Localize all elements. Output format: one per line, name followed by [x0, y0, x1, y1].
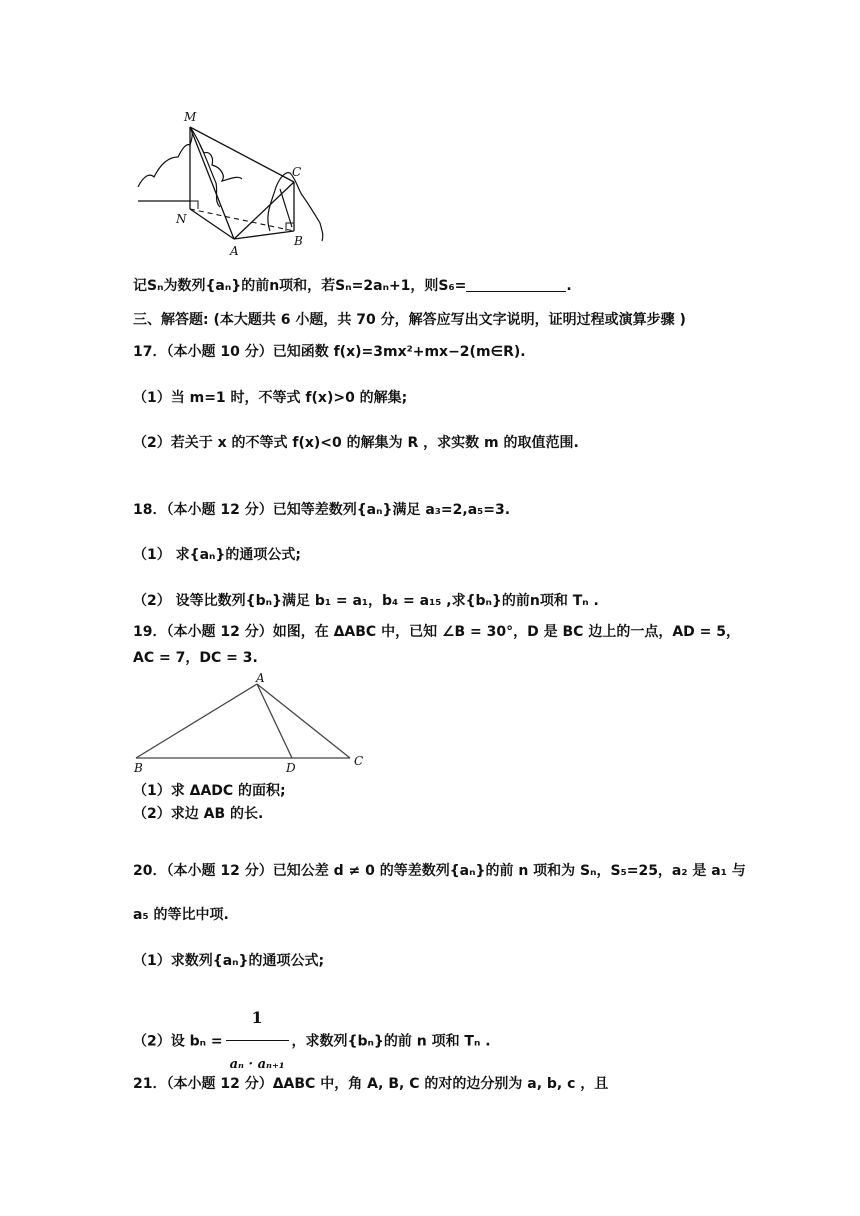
- triangle-abc-figure: [130, 670, 380, 778]
- label-D: D: [286, 761, 296, 775]
- problem-18-head: 18．（本小题 12 分）已知等差数列{aₙ}满足 a₃=2,a₅=3.: [133, 502, 511, 518]
- answer-blank: [466, 277, 566, 292]
- q16-end: .: [566, 278, 572, 294]
- label-A: A: [256, 671, 265, 685]
- label-C: C: [292, 165, 302, 179]
- problem-18-part2: （2） 设等比数列{bₙ}满足 b₁ = a₁，b₄ = a₁₅ ,求{bₙ}的前n项和 Tₙ .: [133, 593, 599, 609]
- problem-20-head2: a₅ 的等比中项.: [133, 907, 229, 923]
- fraction-numerator: 1: [251, 1008, 263, 1027]
- mountain-triangle-figure: [130, 105, 340, 265]
- label-M: M: [184, 110, 197, 124]
- problem-16: [133, 276, 572, 296]
- label-N: N: [176, 212, 187, 226]
- q20-p2b: ，求数列{bₙ}的前 n 项和 Tₙ .: [291, 1033, 491, 1050]
- label-C: C: [354, 754, 364, 768]
- problem-17-head: 17．（本小题 10 分）已知函数 f(x)=3mx²+mx−2(m∈R).: [133, 344, 526, 360]
- label-B: B: [134, 761, 143, 775]
- q16-text: 记Sₙ为数列{aₙ}的前n项和，若Sₙ=2aₙ+1，则S₆=: [133, 278, 467, 294]
- fraction-denominator: aₙ · aₙ₊₁: [226, 1040, 289, 1087]
- problem-20-part1: （1）求数列{aₙ}的通项公式;: [133, 953, 325, 969]
- section-heading: 三、解答题: (本大题共 6 小题，共 70 分，解答应写出文字说明，证明过程或演算步骤 ): [133, 312, 686, 328]
- problem-19-head: 19．（本小题 12 分）如图，在 ΔABC 中，已知 ∠B = 30°，D 是 BC 边上的一点，AD = 5，: [133, 624, 740, 640]
- problem-19-part1: （1）求 ΔADC 的面积;: [133, 783, 286, 799]
- label-A: A: [230, 244, 239, 258]
- problem-17-part2: （2）若关于 x 的不等式 f(x)<0 的解集为 R ，求实数 m 的取值范围.: [133, 435, 579, 451]
- problem-18-part1: （1） 求{aₙ}的通项公式;: [133, 547, 301, 563]
- problem-21-head: 21．（本小题 12 分）ΔABC 中，角 A, B, C 的对的边分别为 a, b, c ，且: [133, 1076, 609, 1092]
- problem-20-head: 20．（本小题 12 分）已知公差 d ≠ 0 的等差数列{aₙ}的前 n 项和为 Sₙ，S₅=25，a₂ 是 a₁ 与: [133, 863, 746, 879]
- problem-17-part1: （1）当 m=1 时，不等式 f(x)>0 的解集;: [133, 390, 408, 406]
- problem-19-head2: AC = 7，DC = 3.: [133, 650, 258, 666]
- q20-p2a: （2）设 bₙ =: [133, 1033, 223, 1050]
- problem-19-part2: （2）求边 AB 的长.: [133, 806, 264, 822]
- label-B: B: [294, 234, 303, 248]
